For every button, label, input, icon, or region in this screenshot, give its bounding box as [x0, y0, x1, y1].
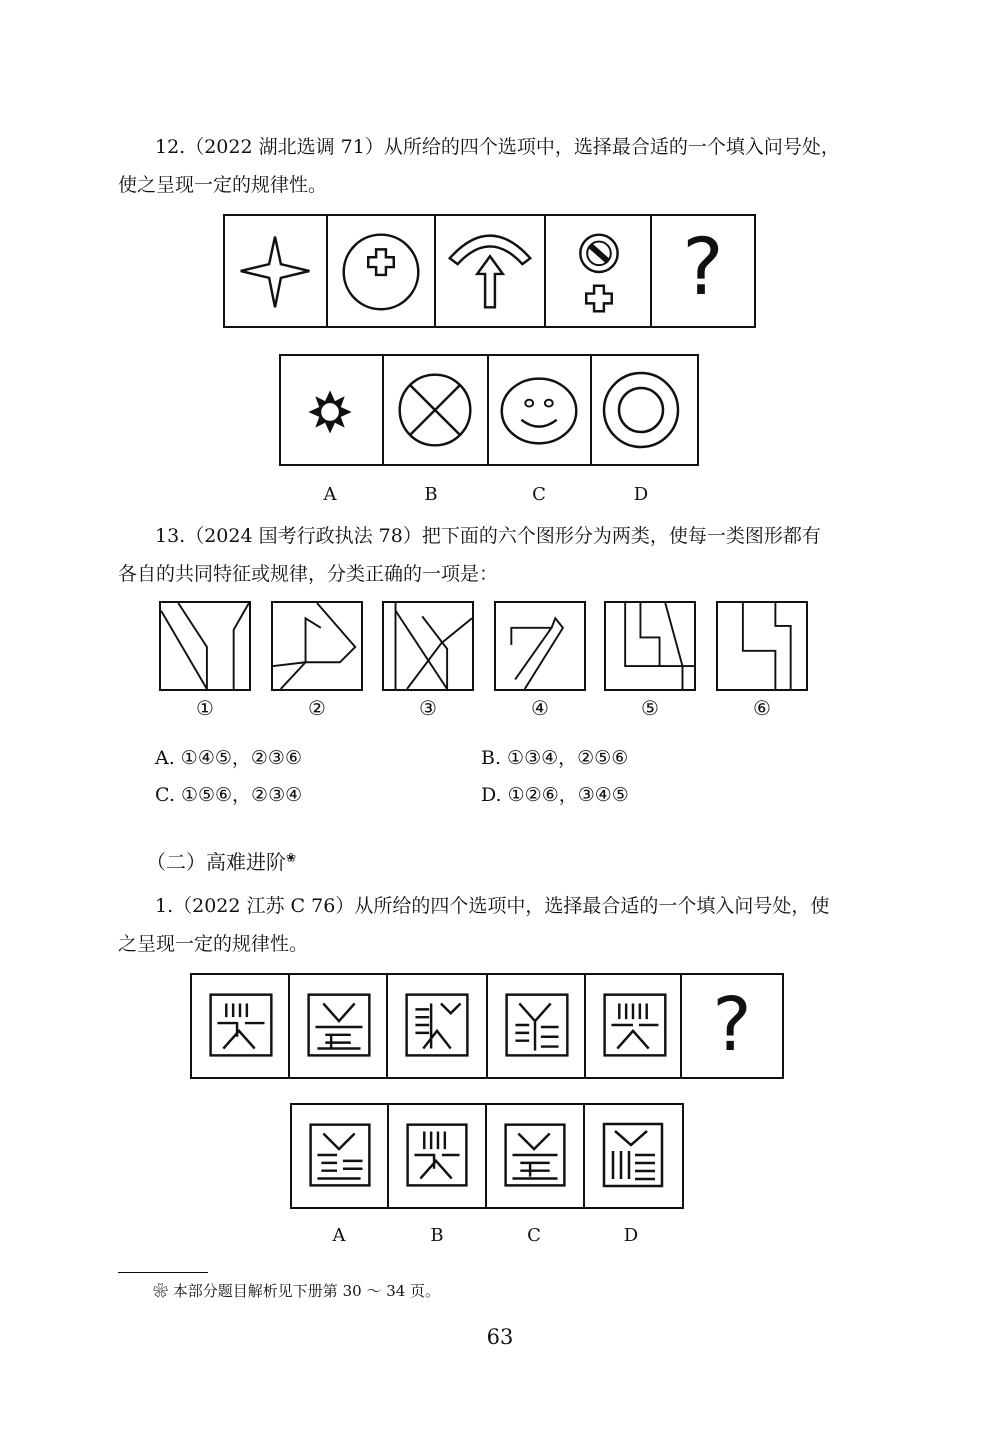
- glyph-pattern-icon: [388, 975, 486, 1077]
- q13-label-6: ⑥: [753, 696, 771, 720]
- q13-figure-2: [271, 601, 363, 691]
- q13-line2: 各自的共同特征或规律，分类正确的一项是：: [118, 563, 499, 585]
- smiley-face-icon: [489, 356, 590, 464]
- flower-marker-icon: ❀: [286, 850, 297, 865]
- q1-option-d[interactable]: [585, 1105, 680, 1207]
- glyph-pattern-icon: [487, 1105, 583, 1207]
- q12-option-d[interactable]: [592, 356, 693, 464]
- footnote: [153, 1280, 440, 1301]
- question-mark-icon: ?: [712, 982, 752, 1068]
- q1-cell-6: [682, 975, 782, 1077]
- q13-choice-c[interactable]: C. ①⑤⑥，②③④: [155, 784, 303, 806]
- double-circle-icon: [592, 356, 693, 464]
- q1-option-a[interactable]: [292, 1105, 389, 1207]
- q13-line1: 13.（2024 国考行政执法 78）把下面的六个图形分为两类，使每一类图形都有: [155, 525, 821, 547]
- q1-cell-5: [586, 975, 682, 1077]
- section-heading-text: （二）高难进阶: [146, 850, 286, 874]
- q13-figure-6: [716, 601, 808, 691]
- glyph-pattern-icon: [586, 975, 680, 1077]
- no-sign-cross-icon: [546, 216, 650, 326]
- q13-label-1: ①: [196, 696, 214, 720]
- q12-options-strip: [279, 354, 699, 466]
- q12-cell-2: [328, 216, 436, 326]
- q12-label-b: B: [424, 484, 438, 505]
- page-number: 63: [486, 1325, 514, 1349]
- question-mark-icon: ?: [682, 223, 724, 313]
- footnote-rule: [118, 1272, 208, 1273]
- glyph-pattern-icon: [488, 975, 584, 1077]
- q1-option-c[interactable]: [487, 1105, 585, 1207]
- q1-label-a: A: [332, 1225, 346, 1246]
- q1-sequence-strip: [190, 973, 784, 1079]
- q1-option-b[interactable]: [389, 1105, 487, 1207]
- q12-label-c: C: [532, 484, 546, 505]
- q13-figure-4: [494, 601, 586, 691]
- q12-line1: 12.（2022 湖北选调 71）从所给的四个选项中，选择最合适的一个填入问号处，: [155, 136, 840, 158]
- q1-label-d: D: [623, 1225, 639, 1246]
- q12-cell-3: [436, 216, 546, 326]
- q12-cell-4: [546, 216, 652, 326]
- q13-label-2: ②: [308, 696, 326, 720]
- q13-figure-3: [382, 601, 474, 691]
- q12-option-c[interactable]: [489, 356, 592, 464]
- q13-label-4: ④: [531, 696, 549, 720]
- q12-option-a[interactable]: [281, 356, 384, 464]
- q13-label-3: ③: [419, 696, 437, 720]
- glyph-pattern-icon: [292, 1105, 387, 1207]
- arch-arrow-icon: [436, 216, 544, 326]
- q12-cell-5: [652, 216, 754, 326]
- q1-line1: 1.（2022 江苏 C 76）从所给的四个选项中，选择最合适的一个填入问号处，使: [155, 895, 830, 917]
- q1-cell-4: [488, 975, 586, 1077]
- q13-figure-5: [604, 601, 696, 691]
- q1-cell-1: [192, 975, 290, 1077]
- q13-choice-a[interactable]: A. ①④⑤，②③⑥: [155, 747, 302, 769]
- q12-option-b[interactable]: [384, 356, 489, 464]
- glyph-pattern-icon: [585, 1105, 680, 1207]
- q1-cell-3: [388, 975, 488, 1077]
- q12-line2: 使之呈现一定的规律性。: [118, 174, 328, 196]
- q12-label-a: A: [323, 484, 337, 505]
- q13-figure-1: [159, 601, 251, 691]
- q12-sequence-strip: [223, 214, 756, 328]
- glyph-pattern-icon: [192, 975, 288, 1077]
- flower-marker-icon: ❀: [153, 1282, 169, 1300]
- q1-options-strip: [290, 1103, 684, 1209]
- section-heading: [146, 846, 296, 875]
- q12-label-d: D: [633, 484, 649, 505]
- q1-line2: 之呈现一定的规律性。: [118, 933, 309, 955]
- q12-cell-1: [225, 216, 328, 326]
- q13-choice-b[interactable]: B. ①③④，②⑤⑥: [481, 747, 629, 769]
- footnote-text: 本部分题目解析见下册第 30 ～ 34 页。: [172, 1282, 441, 1300]
- q13-label-5: ⑤: [641, 696, 659, 720]
- glyph-pattern-icon: [290, 975, 386, 1077]
- circle-cross-icon: [328, 216, 434, 326]
- q1-label-c: C: [527, 1225, 541, 1246]
- q1-label-b: B: [430, 1225, 444, 1246]
- four-point-star-icon: [225, 216, 326, 326]
- sun-icon: [281, 356, 382, 464]
- glyph-pattern-icon: [389, 1105, 485, 1207]
- q13-choice-d[interactable]: D. ①②⑥，③④⑤: [481, 784, 629, 806]
- q1-cell-2: [290, 975, 388, 1077]
- circle-x-icon: [384, 356, 487, 464]
